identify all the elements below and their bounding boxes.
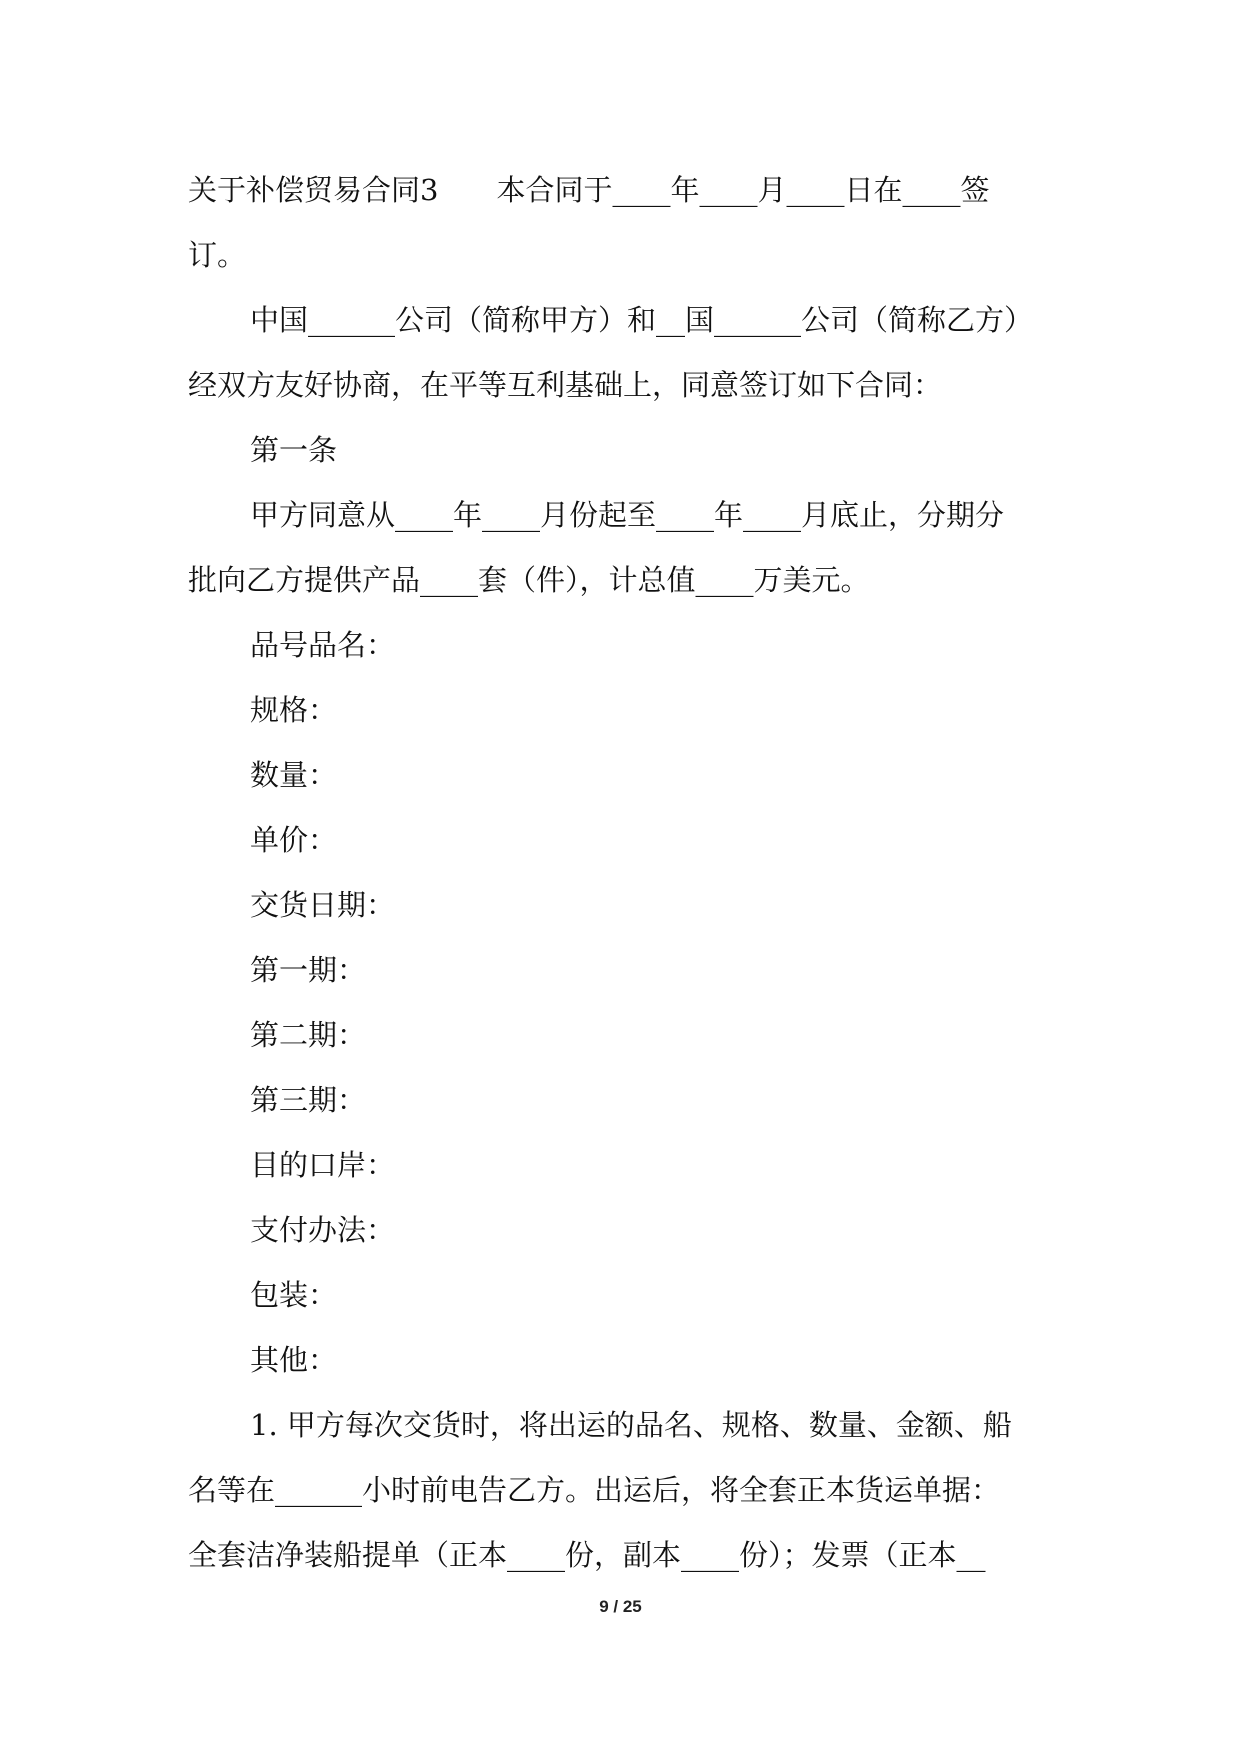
field-label-phase-2: 第二期：	[250, 1018, 367, 1052]
field-label-destination-port: 目的口岸：	[250, 1148, 396, 1182]
field-label-delivery-date: 交货日期：	[250, 888, 396, 922]
field-label-packaging: 包装：	[250, 1278, 338, 1312]
field-label-unit-price: 单价：	[250, 823, 338, 857]
field-label-phase-3: 第三期：	[250, 1083, 367, 1117]
field-label-quantity: 数量：	[250, 758, 338, 792]
text-line: 经双方友好协商，在平等互利基础上，同意签订如下合同：	[188, 368, 943, 402]
text-line: 1. 甲方每次交货时，将出运的品名、规格、数量、金额、船	[250, 1408, 1012, 1442]
text-line: 甲方同意从____年____月份起至____年____月底止，分期分	[250, 498, 1005, 532]
text-line: 批向乙方提供产品____套（件），计总值____万美元。	[188, 563, 870, 597]
text-line: 订。	[188, 238, 247, 272]
field-label-other: 其他：	[250, 1343, 338, 1377]
text-line: 中国______公司（简称甲方）和__国______公司（简称乙方）	[250, 303, 1034, 337]
article-heading: 第一条	[250, 433, 338, 467]
page-number: 9 / 25	[599, 1597, 642, 1616]
field-label-phase-1: 第一期：	[250, 953, 367, 987]
text-line: 全套洁净装船提单（正本____份，副本____份）；发票（正本__	[188, 1538, 986, 1572]
document-body	[188, 158, 1090, 1588]
text-line: 名等在______小时前电告乙方。出运后，将全套正本货运单据：	[188, 1473, 1001, 1507]
field-label-specification: 规格：	[250, 693, 338, 727]
text-line-title: 关于补偿贸易合同3 本合同于____年____月____日在____签	[188, 173, 990, 207]
field-label-payment-method: 支付办法：	[250, 1213, 396, 1247]
field-label-product-name: 品号品名：	[250, 628, 396, 662]
